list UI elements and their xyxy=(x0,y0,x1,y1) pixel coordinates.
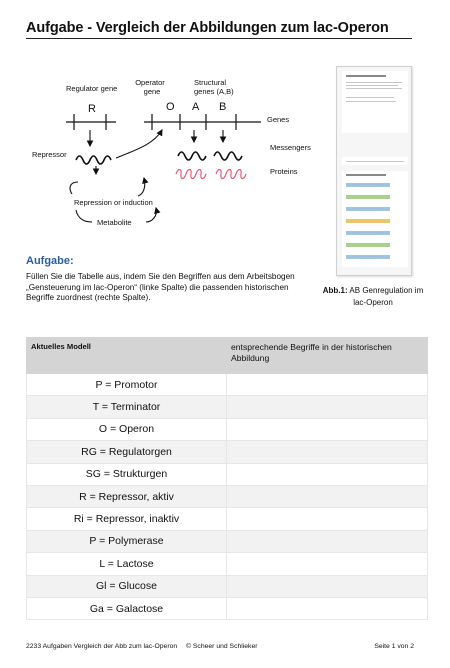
term-cell: O = Operon xyxy=(27,418,227,440)
label-repression: Repression or induction xyxy=(74,198,153,207)
label-genes: Genes xyxy=(267,115,290,124)
header-current-model: Aktuelles Modell xyxy=(27,338,227,374)
term-cell: T = Terminator xyxy=(27,396,227,418)
caption-text: AB Genregulation im lac-Operon xyxy=(349,286,424,307)
worksheet-thumbnail xyxy=(336,66,412,276)
task-heading: Aufgabe: xyxy=(26,255,74,267)
table-row xyxy=(27,575,428,597)
footer-doc-name: 2233 Aufgaben Vergleich der Abb zum lac-Operon xyxy=(26,643,178,650)
answer-cell[interactable] xyxy=(227,553,428,575)
label-metabolite: Metabolite xyxy=(97,218,132,227)
messenger-regulator xyxy=(76,156,111,164)
label-structural-2: genes (A,B) xyxy=(194,87,234,96)
table-row xyxy=(27,553,428,575)
table-row xyxy=(27,485,428,507)
table-row xyxy=(27,597,428,619)
footer-page-number: Seite 1 von 2 xyxy=(374,643,414,650)
title-divider xyxy=(26,38,412,39)
label-operator-gene: Operator xyxy=(135,78,165,87)
label-repressor: Repressor xyxy=(32,150,67,159)
table-row xyxy=(27,508,428,530)
answer-cell[interactable] xyxy=(227,597,428,619)
messenger-b xyxy=(214,152,242,160)
answer-cell[interactable] xyxy=(227,396,428,418)
term-cell: Ri = Repressor, inaktiv xyxy=(27,508,227,530)
label-operator-gene-2: gene xyxy=(143,87,161,96)
comparison-table xyxy=(26,337,428,620)
answer-cell[interactable] xyxy=(227,374,428,396)
letter-r: R xyxy=(88,103,96,115)
label-proteins: Proteins xyxy=(270,167,298,176)
page-title: Aufgabe - Vergleich der Abbildungen zum lac-Operon xyxy=(26,20,389,36)
table-row xyxy=(27,418,428,440)
answer-cell[interactable] xyxy=(227,485,428,507)
footer-copyright: © Scheer und Schlieker xyxy=(186,643,258,650)
lac-operon-diagram xyxy=(26,70,326,245)
table-row xyxy=(27,374,428,396)
header-historic-terms: entsprechende Begriffe in der historischen Abbildung xyxy=(227,338,428,374)
table-row xyxy=(27,530,428,552)
figure-caption xyxy=(318,285,428,309)
term-cell: SG = Strukturgen xyxy=(27,463,227,485)
answer-cell[interactable] xyxy=(227,418,428,440)
table-row xyxy=(27,396,428,418)
term-cell: L = Lactose xyxy=(27,553,227,575)
gene-line-operon xyxy=(144,114,261,130)
term-cell: R = Repressor, aktiv xyxy=(27,485,227,507)
protein-coils xyxy=(176,170,246,179)
term-cell: P = Promotor xyxy=(27,374,227,396)
term-cell: P = Polymerase xyxy=(27,530,227,552)
messenger-a xyxy=(178,152,206,160)
answer-cell[interactable] xyxy=(227,530,428,552)
table-row xyxy=(27,463,428,485)
task-text: Füllen Sie die Tabelle aus, indem Sie den Begriffen aus dem Arbeitsbogen „Gensteuerung im lac-Operon“ (linke Spalte) die passenden historischen Begriffe zuordnest (rechte Spalte). xyxy=(26,272,295,302)
label-messengers: Messengers xyxy=(270,143,311,152)
term-cell: Ga = Galactose xyxy=(27,597,227,619)
answer-cell[interactable] xyxy=(227,575,428,597)
letter-b: B xyxy=(219,101,227,113)
label-regulator-gene: Regulator gene xyxy=(66,84,118,93)
answer-cell[interactable] xyxy=(227,463,428,485)
gene-line-regulator xyxy=(66,114,116,130)
caption-label: Abb.1: xyxy=(322,286,348,295)
answer-cell[interactable] xyxy=(227,441,428,463)
letter-o: O xyxy=(166,101,175,113)
term-cell: RG = Regulatorgen xyxy=(27,441,227,463)
letter-a: A xyxy=(192,101,200,113)
answer-cell[interactable] xyxy=(227,508,428,530)
table-row xyxy=(27,441,428,463)
label-structural: Structural xyxy=(194,78,227,87)
table-header-row xyxy=(27,338,428,374)
term-cell: Gl = Glucose xyxy=(27,575,227,597)
